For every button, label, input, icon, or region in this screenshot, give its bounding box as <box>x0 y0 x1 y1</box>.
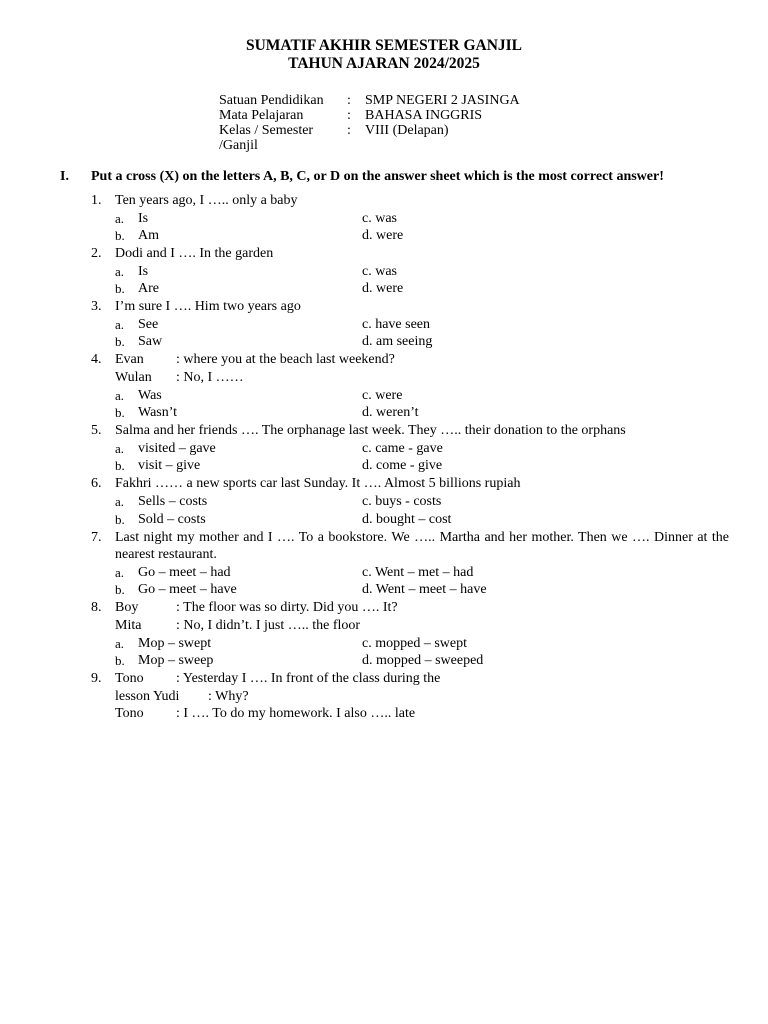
option-d: d. mopped – sweeped <box>362 653 484 668</box>
option-c: c. Went – met – had <box>362 565 474 580</box>
identity-row <box>219 138 520 153</box>
option-letter-b: b. <box>115 228 125 243</box>
identity-row <box>219 123 520 138</box>
option-d: d. Went – meet – have <box>362 582 487 597</box>
question-number: 7. <box>91 530 102 545</box>
option-c: c. mopped – swept <box>362 636 467 651</box>
dialog-line: : where you at the beach last weekend? <box>176 352 395 367</box>
identity-table <box>219 93 520 153</box>
identity-colon: : <box>347 123 351 138</box>
identity-colon: : <box>347 93 351 108</box>
option-a: Is <box>138 264 149 279</box>
option-c: c. buys - costs <box>362 494 442 509</box>
option-letter-a: a. <box>115 317 125 332</box>
dialog-line: : No, I didn’t. I just ….. the floor <box>176 618 361 633</box>
dialog-speaker: Evan <box>115 352 144 367</box>
option-d: d. come - give <box>362 458 443 473</box>
option-b: visit – give <box>138 458 201 473</box>
question-number: 4. <box>91 352 102 367</box>
option-b: Saw <box>138 334 163 349</box>
dialog-speaker: Mita <box>115 618 142 633</box>
option-letter-a: a. <box>115 388 125 403</box>
dialog-speaker: Tono <box>115 671 144 686</box>
dialog-speaker: Tono <box>115 706 144 721</box>
option-c: c. was <box>362 264 397 279</box>
question-number: 9. <box>91 671 102 686</box>
identity-value: VIII (Delapan) <box>365 123 449 138</box>
question-number: 8. <box>91 600 102 615</box>
option-letter-a: a. <box>115 264 125 279</box>
question-text: Salma and her friends …. The orphanage last week. They ….. their donation to the orphans <box>115 423 626 438</box>
option-b: Sold – costs <box>138 512 206 527</box>
identity-colon: : <box>347 108 351 123</box>
option-c: c. have seen <box>362 317 431 332</box>
question-number: 2. <box>91 246 102 261</box>
option-a: visited – gave <box>138 441 216 456</box>
option-d: d. bought – cost <box>362 512 452 527</box>
identity-row <box>219 108 520 123</box>
option-b: Go – meet – have <box>138 582 237 597</box>
option-c: c. came - gave <box>362 441 443 456</box>
dialog-line: : I …. To do my homework. I also ….. late <box>176 706 416 721</box>
section-number: I. <box>60 169 69 184</box>
identity-row <box>219 93 520 108</box>
page-subtitle: TAHUN AJARAN 2024/2025 <box>288 55 480 72</box>
option-a: See <box>138 317 159 332</box>
dialog-line: : Why? <box>208 689 249 704</box>
option-a: Is <box>138 211 149 226</box>
question-number: 3. <box>91 299 102 314</box>
option-b: Are <box>138 281 159 296</box>
option-letter-b: b. <box>115 281 125 296</box>
dialog-line: : The floor was so dirty. Did you …. It? <box>176 600 398 615</box>
question-number: 5. <box>91 423 102 438</box>
option-b: Wasn’t <box>138 405 178 420</box>
question-text: Fakhri …… a new sports car last Sunday. It …. Almost 5 billions rupiah <box>115 476 521 491</box>
dialog-line: : Yesterday I …. In front of the class during the <box>176 671 441 686</box>
option-letter-b: b. <box>115 458 125 473</box>
option-letter-b: b. <box>115 582 125 597</box>
identity-label: Mata Pelajaran <box>219 108 304 123</box>
option-b: Mop – sweep <box>138 653 214 668</box>
identity-label: /Ganjil <box>219 138 258 153</box>
instruction-text: Put a cross (X) on the letters A, B, C, or D on the answer sheet which is the most correct answer! <box>91 169 664 184</box>
option-letter-a: a. <box>115 636 125 651</box>
dialog-speaker: Wulan <box>115 370 152 385</box>
question-number: 6. <box>91 476 102 491</box>
question-text-continued: nearest restaurant. <box>115 547 217 562</box>
identity-value: SMP NEGERI 2 JASINGA <box>365 93 520 108</box>
question-text: Dodi and I …. In the garden <box>115 246 274 261</box>
option-a: Mop – swept <box>138 636 212 651</box>
option-letter-a: a. <box>115 211 125 226</box>
question-text: Last night my mother and I …. To a bookstore. We ….. Martha and her mother. Then we …. Dinner at the <box>115 530 729 545</box>
option-c: c. were <box>362 388 403 403</box>
option-a: Was <box>138 388 162 403</box>
option-letter-a: a. <box>115 565 125 580</box>
option-a: Go – meet – had <box>138 565 231 580</box>
option-letter-b: b. <box>115 653 125 668</box>
option-d: d. weren’t <box>362 405 419 420</box>
option-letter-a: a. <box>115 494 125 509</box>
dialog-line: : No, I …… <box>176 370 244 385</box>
option-c: c. was <box>362 211 397 226</box>
option-d: d. were <box>362 228 404 243</box>
option-d: d. were <box>362 281 404 296</box>
option-letter-b: b. <box>115 334 125 349</box>
option-a: Sells – costs <box>138 494 208 509</box>
identity-label: Kelas / Semester <box>219 123 314 138</box>
identity-label: Satuan Pendidikan <box>219 93 324 108</box>
option-letter-b: b. <box>115 405 125 420</box>
page-title: SUMATIF AKHIR SEMESTER GANJIL <box>245 37 523 54</box>
dialog-speaker: lesson Yudi <box>115 689 180 704</box>
option-b: Am <box>138 228 159 243</box>
identity-value: BAHASA INGGRIS <box>365 108 483 123</box>
option-letter-a: a. <box>115 441 125 456</box>
option-letter-b: b. <box>115 512 125 527</box>
question-text: I’m sure I …. Him two years ago <box>115 299 301 314</box>
question-number: 1. <box>91 193 102 208</box>
dialog-speaker: Boy <box>115 600 139 615</box>
option-d: d. am seeing <box>362 334 433 349</box>
question-text: Ten years ago, I ….. only a baby <box>115 193 298 208</box>
